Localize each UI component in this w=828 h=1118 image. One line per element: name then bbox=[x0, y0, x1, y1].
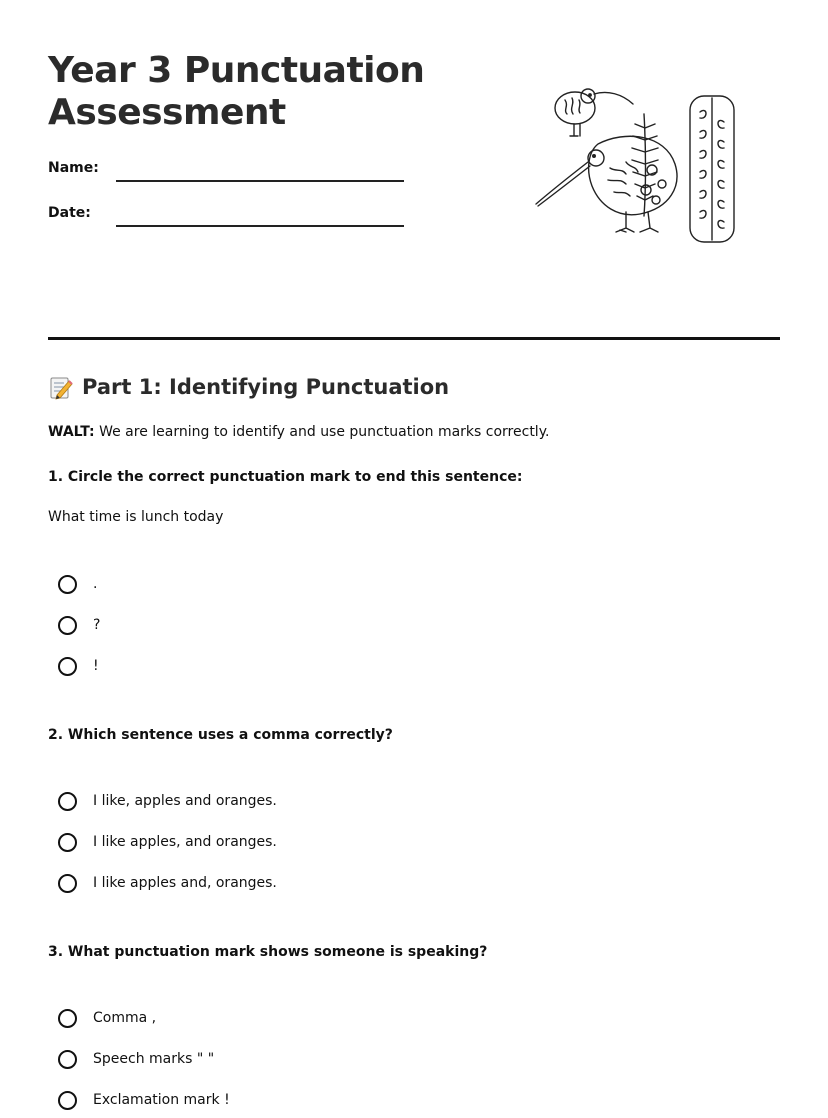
question-1-sentence: What time is lunch today bbox=[48, 509, 224, 525]
walt-statement bbox=[48, 424, 549, 440]
page-title: Year 3 Punctuation Assessment bbox=[48, 50, 425, 133]
date-field[interactable] bbox=[116, 225, 404, 227]
option-label: I like, apples and oranges. bbox=[93, 793, 277, 809]
part1-title-text: Part 1: Identifying Punctuation bbox=[82, 375, 450, 399]
name-label: Name: bbox=[48, 160, 99, 176]
q2-option-b[interactable] bbox=[58, 830, 277, 854]
question-1: 1. Circle the correct punctuation mark to end this sentence: bbox=[48, 469, 523, 485]
q1-option-question-mark[interactable] bbox=[58, 613, 100, 637]
memo-icon bbox=[48, 374, 74, 400]
radio-button[interactable] bbox=[58, 1050, 77, 1069]
option-label: . bbox=[93, 576, 98, 592]
kiwi-bird-fern-carving-illustration bbox=[530, 78, 740, 246]
radio-button[interactable] bbox=[58, 657, 77, 676]
radio-button[interactable] bbox=[58, 833, 77, 852]
radio-button[interactable] bbox=[58, 575, 77, 594]
name-field[interactable] bbox=[116, 180, 404, 182]
option-label: I like apples and, oranges. bbox=[93, 875, 277, 891]
kiwi-bird-icon bbox=[536, 136, 677, 232]
question-3: 3. What punctuation mark shows someone is speaking? bbox=[48, 944, 488, 960]
q3-option-speech-marks[interactable] bbox=[58, 1047, 214, 1071]
small-bird-icon bbox=[555, 89, 633, 136]
radio-button[interactable] bbox=[58, 1009, 77, 1028]
radio-button[interactable] bbox=[58, 874, 77, 893]
q1-option-full-stop[interactable] bbox=[58, 572, 97, 596]
q3-option-comma[interactable] bbox=[58, 1006, 156, 1030]
radio-button[interactable] bbox=[58, 616, 77, 635]
part1-title bbox=[48, 374, 449, 400]
option-label: Exclamation mark ! bbox=[93, 1092, 230, 1108]
radio-button[interactable] bbox=[58, 792, 77, 811]
option-label: Comma , bbox=[93, 1010, 157, 1026]
option-label: I like apples, and oranges. bbox=[93, 834, 277, 850]
date-label: Date: bbox=[48, 205, 91, 221]
option-label: ? bbox=[93, 617, 101, 633]
section-divider bbox=[48, 337, 780, 340]
carved-pou-icon bbox=[690, 96, 734, 242]
option-label: ! bbox=[93, 658, 99, 674]
q2-option-c[interactable] bbox=[58, 871, 277, 895]
option-label: Speech marks " " bbox=[93, 1051, 215, 1067]
walt-text: We are learning to identify and use punctuation marks correctly. bbox=[99, 424, 550, 440]
radio-button[interactable] bbox=[58, 1091, 77, 1110]
q2-option-a[interactable] bbox=[58, 789, 277, 813]
q1-option-exclamation-mark[interactable] bbox=[58, 654, 99, 678]
question-2: 2. Which sentence uses a comma correctly? bbox=[48, 727, 393, 743]
q3-option-exclamation-mark[interactable] bbox=[58, 1088, 230, 1112]
walt-label: WALT: bbox=[48, 424, 95, 440]
